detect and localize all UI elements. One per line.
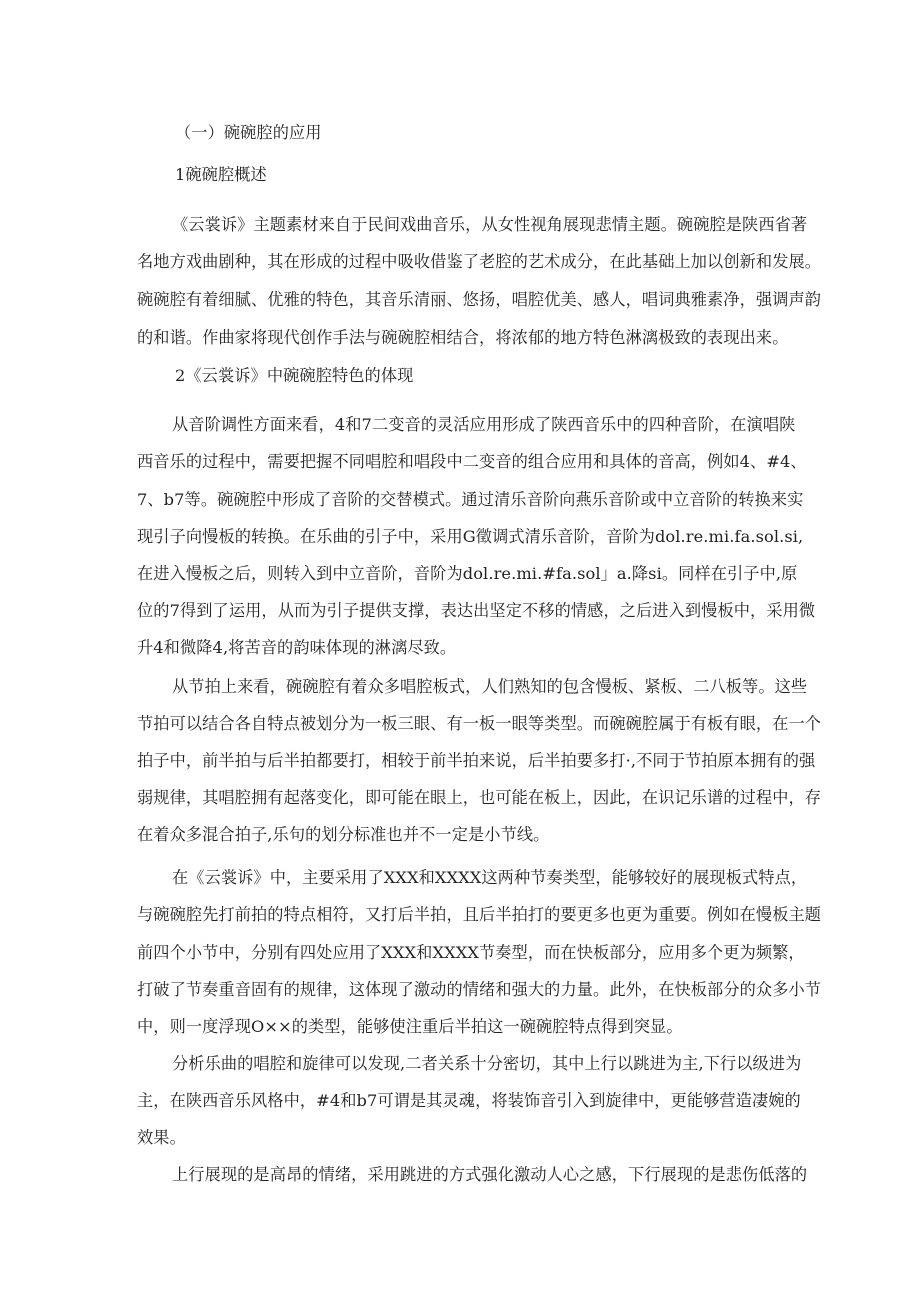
text-line: 7、b7等。碗碗腔中形成了音阶的交替模式。通过清乐音阶向燕乐音阶或中立音阶的转换来实	[137, 490, 804, 509]
text-line: 升4和微降4,将苦音的韵味体现的淋漓尽致。	[137, 638, 457, 657]
subheading-overview: 1碗碗腔概述	[175, 165, 267, 184]
text-line: 前四个小节中，分别有四处应用了XXX和XXXX节奏型，而在快板部分，应用多个更为频繁，	[137, 943, 805, 962]
text-line: 在《云裳诉》中，主要采用了XXX和XXXX这两种节奏类型，能够较好的展现板式特点，	[172, 868, 808, 887]
text-line: 中，则一度浮现O××的类型，能够使注重后半拍这一碗碗腔特点得到突显。	[137, 1017, 683, 1036]
text-line: 效果。	[137, 1128, 186, 1147]
text-line: 打破了节奏重音固有的规律，这体现了激动的情绪和强大的力量。此外，在快板部分的众多小节	[137, 980, 822, 999]
text-line: 分析乐曲的唱腔和旋律可以发现,二者关系十分密切，其中上行以跳进为主,下行以级进为	[172, 1054, 802, 1073]
section-heading: （一）碗碗腔的应用	[175, 123, 322, 142]
text-line: 现引子向慢板的转换。在乐曲的引子中，采用G徵调式清乐音阶，音阶为dol.re.mi.fa.sol.si,	[137, 527, 804, 546]
text-line: 《云裳诉》主题素材来自于民间戏曲音乐，从女性视角展现悲情主题。碗碗腔是陕西省著	[172, 215, 808, 234]
text-line: 在着众多混合拍子,乐句的划分标准也并不一定是小节线。	[137, 825, 550, 844]
text-line: 名地方戏曲剧种，其在形成的过程中吸收借鉴了老腔的艺术成分，在此基础上加以创新和发展。	[137, 252, 822, 271]
text-line: 在进入慢板之后，则转入到中立音阶，音阶为dol.re.mi.#fa.sol」a.降si。同样在引子中,原	[137, 564, 798, 583]
text-line: 的和谐。作曲家将现代创作手法与碗碗腔相结合，将浓郁的地方特色淋漓极致的表现出来。	[137, 328, 789, 347]
text-line: 西音乐的过程中，需要把握不同唱腔和唱段中二变音的组合应用和具体的音高，例如4、#4、	[137, 452, 807, 471]
text-line: 与碗碗腔先打前拍的特点相符，又打后半拍，且后半拍打的要更多也更为重要。例如在慢板主题	[137, 905, 822, 924]
text-line: 上行展现的是高昂的情绪，采用跳进的方式强化激动人心之感，下行展现的是悲伤低落的	[172, 1165, 808, 1184]
text-line: 从节拍上来看，碗碗腔有着众多唱腔板式，人们熟知的包含慢板、紧板、二八板等。这些	[172, 677, 808, 696]
text-line: 位的7得到了运用，从而为引子提供支撑，表达出坚定不移的情感，之后进入到慢板中，采用微	[137, 601, 816, 620]
subheading-features: 2《云裳诉》中碗碗腔特色的体现	[175, 366, 414, 385]
text-line: 节拍可以结合各自特点被划分为一板三眼、有一板一眼等类型。而碗碗腔属于有板有眼，在一个	[137, 714, 822, 733]
text-line: 主，在陕西音乐风格中，#4和b7可谓是其灵魂，将装饰音引入到旋律中，更能够营造凄婉的	[137, 1091, 801, 1110]
text-line: 从音阶调性方面来看，4和7二变音的灵活应用形成了陕西音乐中的四种音阶，在演唱陕	[172, 415, 796, 434]
text-line: 碗碗腔有着细腻、优雅的特色，其音乐清丽、悠扬，唱腔优美、感人，唱词典雅素净，强调声韵	[137, 290, 822, 309]
text-line: 拍子中，前半拍与后半拍都要打，相较于前半拍来说，后半拍要多打·,不同于节拍原本拥有的强	[137, 751, 816, 770]
text-line: 弱规律，其唱腔拥有起落变化，即可能在眼上，也可能在板上，因此，在识记乐谱的过程中，存	[137, 788, 822, 807]
